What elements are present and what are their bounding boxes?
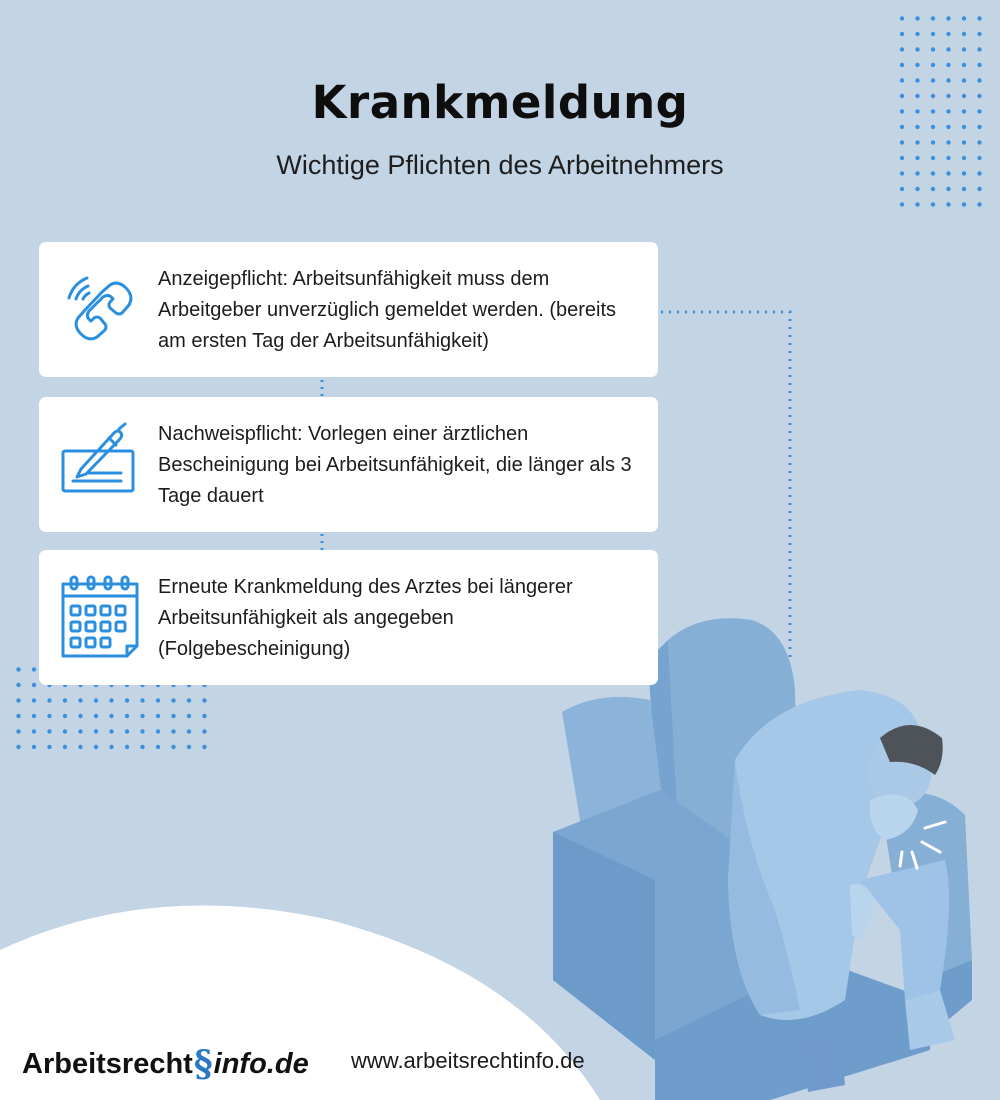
dotted-connector [661, 312, 790, 658]
phone-icon [59, 266, 145, 352]
brand-logo[interactable] [22, 1040, 309, 1085]
logo-text-part1: Arbeitsrecht [22, 1048, 193, 1080]
duty-text: Anzeigepflicht: Arbeitsunfähigkeit muss dem Arbeitgeber unverzüglich gemeldet werden. (bereits am ersten Tag der Arbeitsunfähigkeit) [158, 268, 617, 352]
page-title: Krankmeldung [311, 76, 689, 129]
sick-person-illustration [553, 618, 972, 1100]
duty-card-proof [39, 397, 658, 532]
website-link[interactable]: www.arbeitsrechtinfo.de [351, 1048, 585, 1073]
document-pen-icon [59, 421, 145, 507]
page-subtitle: Wichtige Pflichten des Arbeitnehmers [276, 150, 724, 180]
duty-card-notification [39, 242, 658, 377]
paragraph-icon: § [193, 1043, 213, 1085]
calendar-icon [59, 574, 145, 660]
logo-text-part2: info.de [213, 1048, 309, 1080]
duty-card-followup [39, 550, 658, 685]
duty-text: Nachweispflicht: Vorlegen einer ärztlichen Bescheinigung bei Arbeitsunfähigkeit, die länger als 3 Tage dauert [158, 423, 632, 507]
duty-text: Erneute Krankmeldung des Arztes bei längerer Arbeitsunfähigkeit als angegeben (Folgebescheinigung) [158, 576, 573, 660]
